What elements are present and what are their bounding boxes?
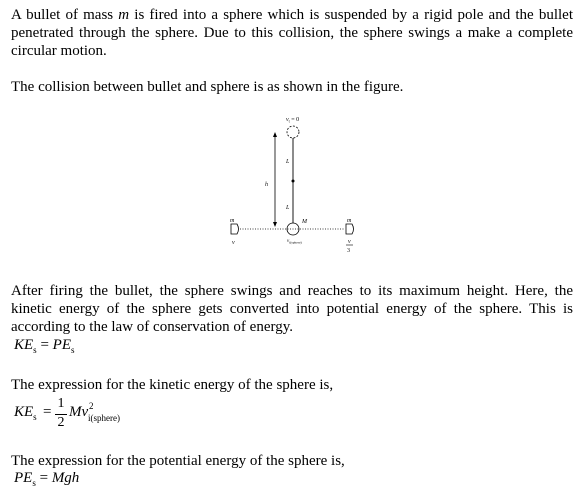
fraction-denominator: 2 [57,415,65,430]
ke-expression-text: The expression for the kinetic energy of the sphere is, [11,377,334,393]
sphere-top-dashed [287,126,299,138]
ke-subscript: i(sphere) [88,413,120,423]
equation-ke-pe: $KE_s = PE_s$ [14,337,75,355]
label-m-left: m [230,218,235,224]
label-m-right: m [347,218,352,224]
figure-caption: The collision between bullet and sphere is as shown in the figure. [11,79,404,95]
label-L-lower: L [286,205,290,211]
label-L-upper: L [286,159,290,165]
label-v-right-num: v [348,239,351,245]
equation-ke: $KE_s$ = 1 2 Mv 2 i(sphere) [14,396,120,430]
energy-paragraph: After firing the bullet, the sphere swings and reaches to its maximum height. Here, the kinetic energy of the sphere gets converted into potential energy of the sphere. This is according to the law of conservation of energy. [11,283,573,335]
label-v-left: v [232,240,235,246]
label-v-right-den: 3 [347,248,350,254]
label-h: h [265,182,268,188]
fraction-numerator: 1 [57,396,65,411]
label-vt: $v_t = 0$ [286,117,300,124]
pe-expression-text: The expression for the potential energy of the sphere is, [11,453,345,469]
equation-pe: $PE_s$ = Mgh [14,470,80,488]
bullet-right [346,224,354,234]
label-M: M [302,219,307,225]
intro-text-end: is fired into a sphere which is suspended by a rigid pole and the bullet penetrated through the sphere. Due to this collision, the sphere swings a make a complete circular motion. [11,7,573,59]
label-v-sphere: $v_{i(sphere)}$ [287,239,302,245]
intro-text-start: A bullet of mass [11,7,119,23]
bullet-left [231,224,239,234]
ke-superscript: 2 [89,401,94,411]
intro-mass-var: m [118,7,130,23]
pivot-dot [292,180,295,183]
